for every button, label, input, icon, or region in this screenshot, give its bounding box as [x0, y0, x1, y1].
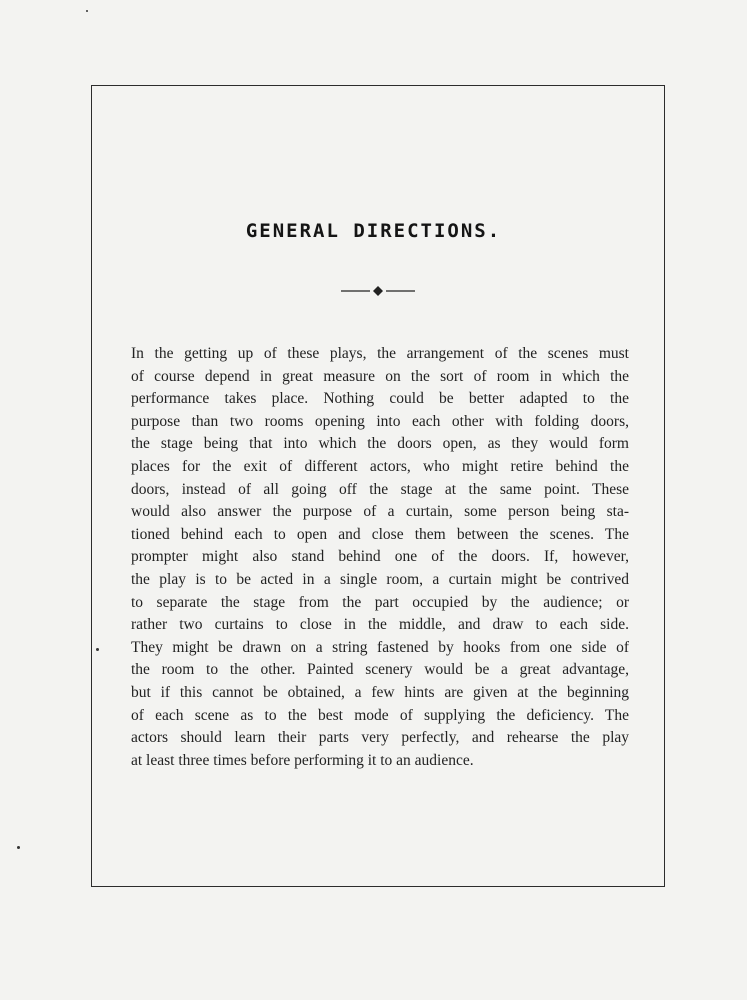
text-line: of course depend in great measure on the sort of room in which the — [131, 367, 629, 385]
text-line: prompter might also stand behind one of the doors. If, however, — [131, 548, 629, 566]
text-line: at least three times before performing it to an audience. — [131, 751, 474, 769]
text-line: performance takes place. Nothing could be better adapted to the — [131, 390, 629, 408]
text-line: of each scene as to the best mode of supplying the deficiency. The — [131, 706, 629, 724]
page-title: GENERAL DIRECTIONS. — [245, 220, 502, 242]
divider-ornament — [340, 284, 416, 298]
text-line: places for the exit of different actors, who might retire behind the — [131, 457, 629, 475]
text-line: but if this cannot be obtained, a few hints are given at the beginning — [131, 683, 629, 701]
text-line: the room to the other. Painted scenery would be a great advantage, — [131, 661, 629, 679]
text-line: would also answer the purpose of a curtain, some person being sta- — [131, 503, 629, 521]
text-line: actors should learn their parts very perfectly, and rehearse the play — [131, 729, 629, 747]
text-line: rather two curtains to close in the middle, and draw to each side. — [131, 616, 629, 634]
text-line: doors, instead of all going off the stage at the same point. These — [131, 480, 629, 498]
text-line: purpose than two rooms opening into each other with folding doors, — [131, 412, 629, 430]
general-directions-paragraph — [131, 343, 629, 772]
print-speck — [17, 846, 20, 849]
text-line: the play is to be acted in a single room, a curtain might be contrived — [131, 570, 629, 588]
text-line: to separate the stage from the part occupied by the audience; or — [131, 593, 629, 611]
text-line: the stage being that into which the doors open, as they would form — [131, 435, 629, 453]
text-line: They might be drawn on a string fastened by hooks from one side of — [131, 638, 629, 656]
print-speck — [96, 648, 99, 651]
text-line: tioned behind each to open and close them between the scenes. The — [131, 525, 629, 543]
print-speck — [86, 10, 88, 12]
text-line: In the getting up of these plays, the arrangement of the scenes must — [131, 345, 629, 362]
